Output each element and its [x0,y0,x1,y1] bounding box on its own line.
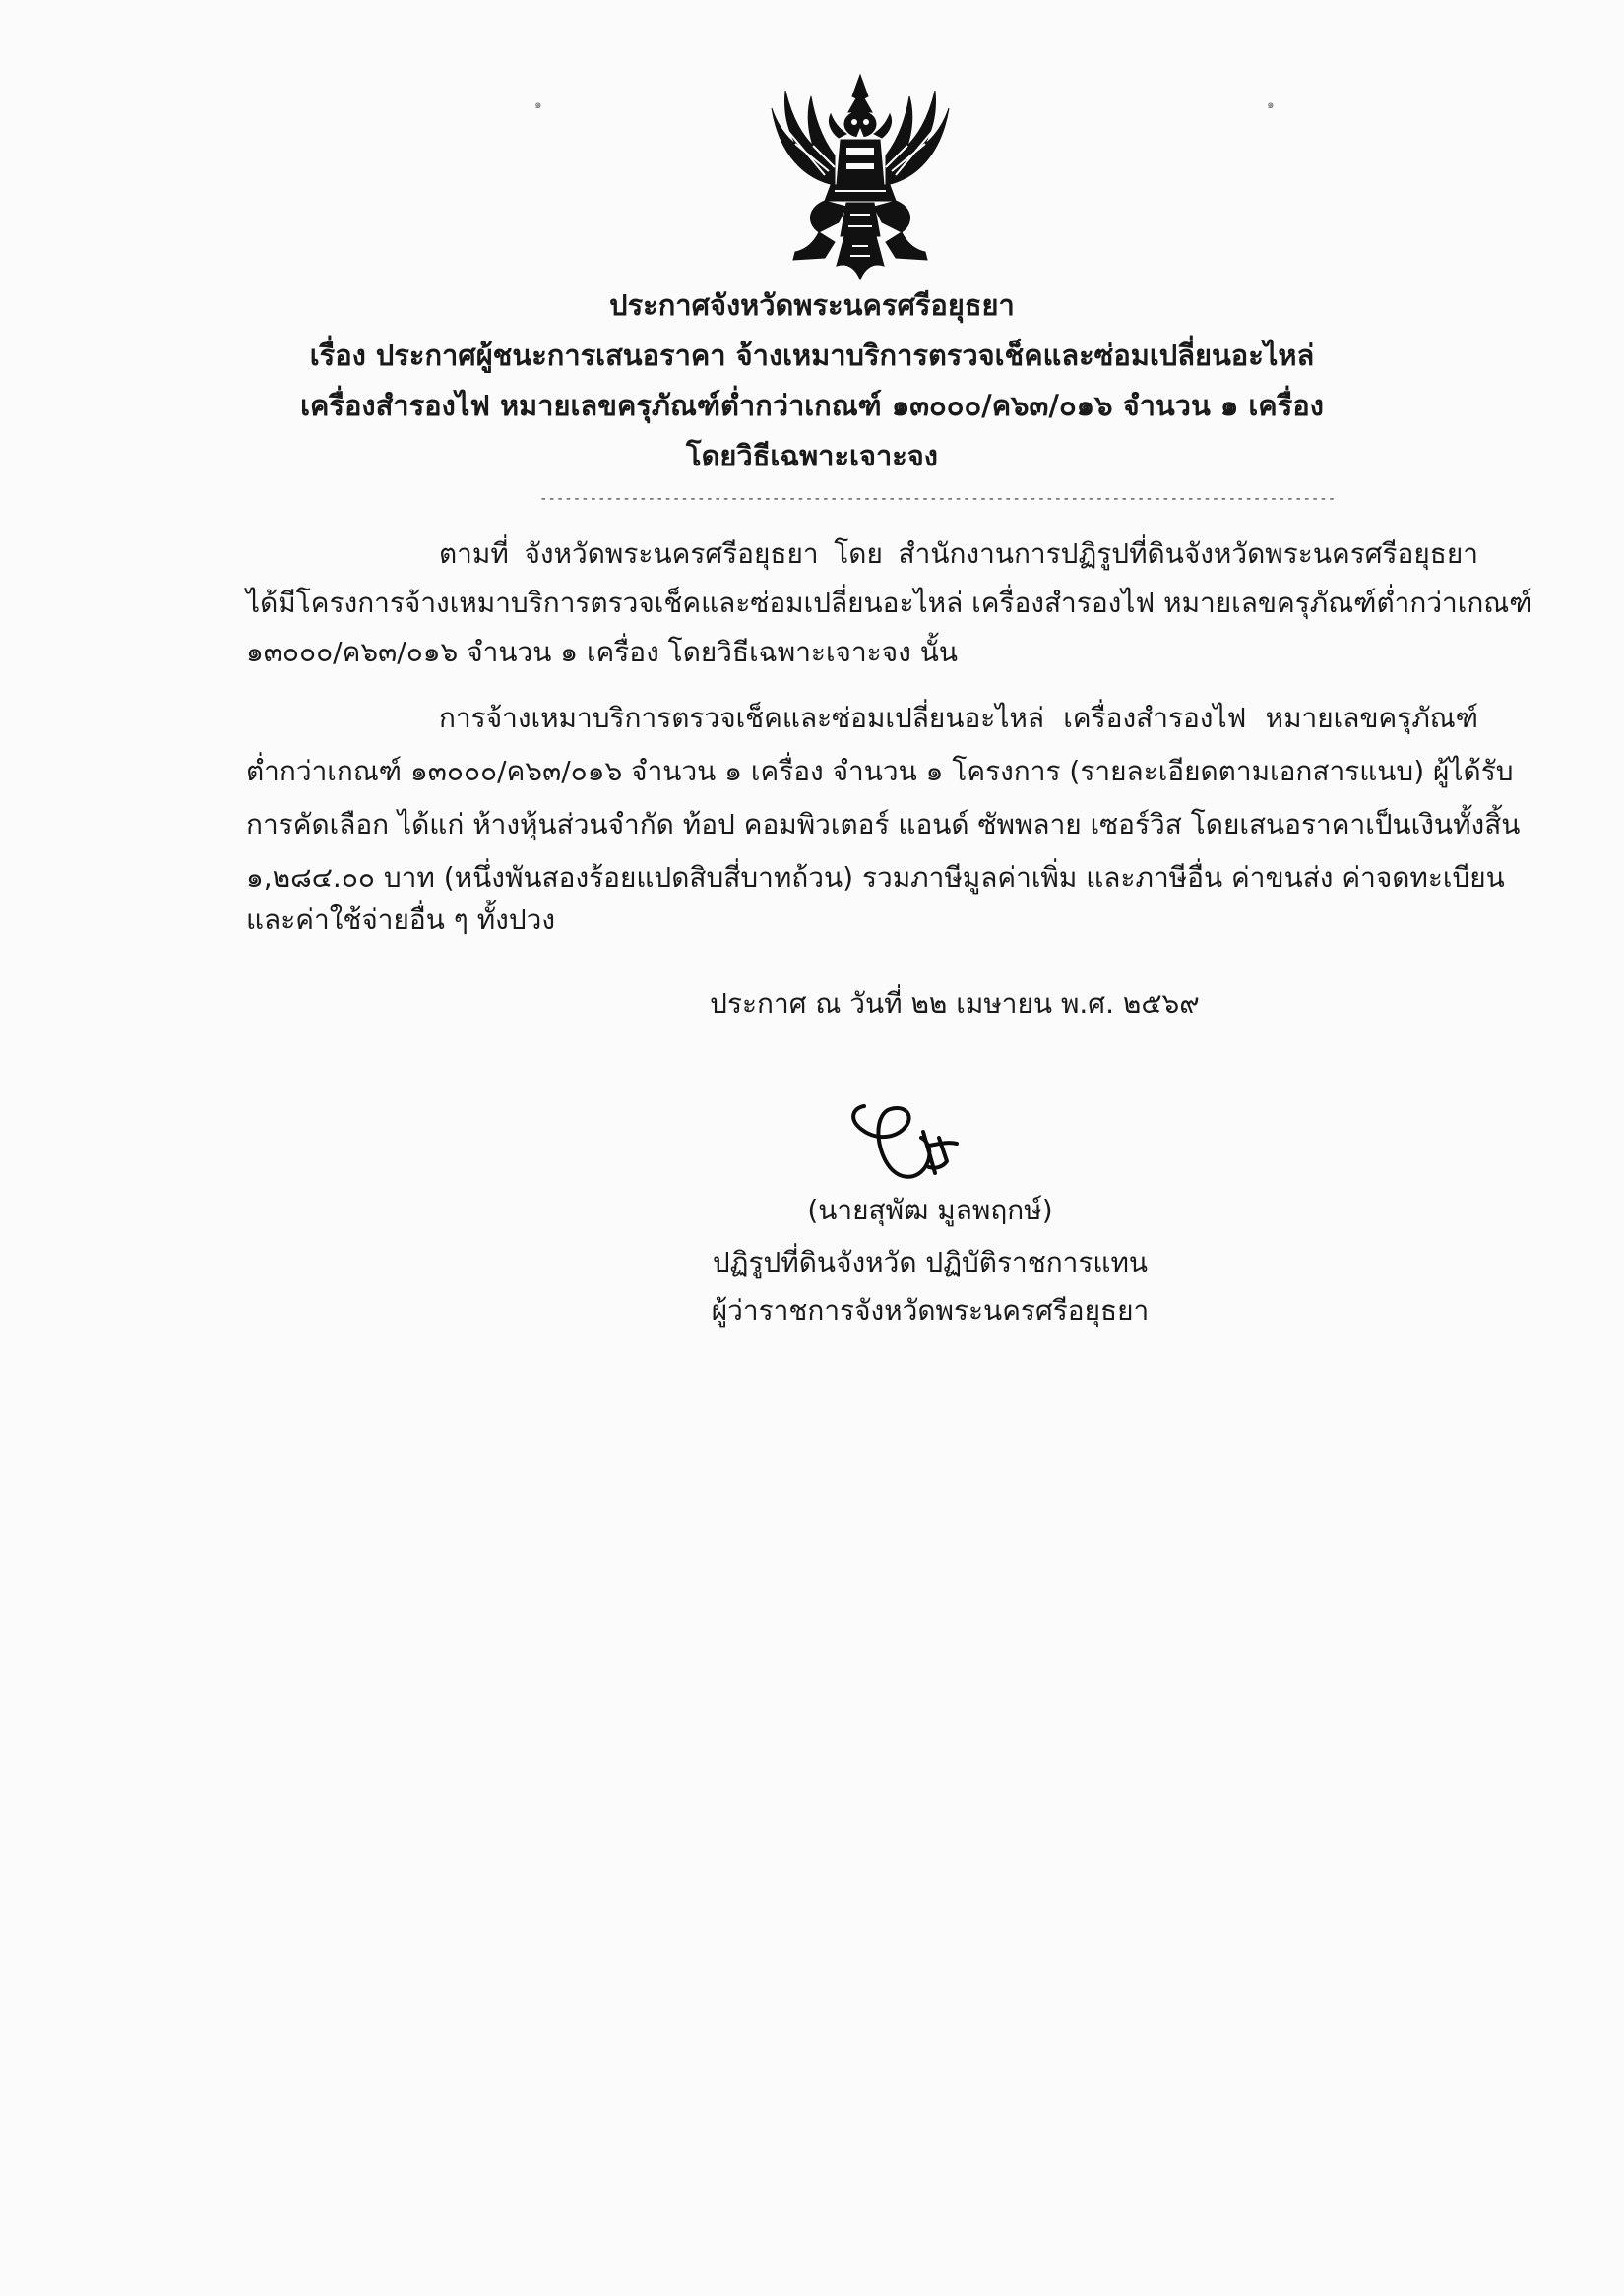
paragraph1-line-2: ได้มีโครงการจ้างเหมาบริการตรวจเช็คและซ่อมเปลี่ยนอะไหล่ เครื่องสำรองไฟ หมายเลขครุภัณฑ์ต่ำกว่าเกณฑ์ [246,587,1532,619]
document-title: ประกาศจังหวัดพระนครศรีอยุธยา [609,288,1015,322]
paragraph1-line-3: ๑๓๐๐๐/ค๖๓/๐๑๖ จำนวน ๑ เครื่อง โดยวิธีเฉพาะเจาะจง นั้น [246,636,958,668]
subject-line-2: เครื่องสำรองไฟ หมายเลขครุภัณฑ์ต่ำกว่าเกณฑ์ ๑๓๐๐๐/ค๖๓/๐๑๖ จำนวน ๑ เครื่อง [300,389,1324,422]
corner-mark-left: ๑ [534,97,542,111]
garuda-emblem-icon [766,69,955,283]
corner-mark-right: ๑ [1267,97,1275,111]
paragraph1-line-1: ตามที่ จังหวัดพระนครศรีอยุธยา โดย สำนักงานการปฏิรูปที่ดินจังหวัดพระนครศรีอยุธยา [439,537,1478,570]
paragraph2-line-2: ต่ำกว่าเกณฑ์ ๑๓๐๐๐/ค๖๓/๐๑๖ จำนวน ๑ เครื่อง จำนวน ๑ โครงการ (รายละเอียดตามเอกสารแนบ) ผู้ได้รับ [246,755,1514,787]
signatory-name: (นายสุพัฒ มูลพฤกษ์) [807,1194,1053,1226]
signatory-position-2: ผู้ว่าราชการจังหวัดพระนครศรีอยุธยา [711,1294,1150,1327]
paragraph2-line-5: และค่าใช้จ่ายอื่น ๆ ทั้งปวง [246,903,556,936]
signatory-position-1: ปฏิรูปที่ดินจังหวัด ปฏิบัติราชการแทน [712,1246,1149,1278]
paragraph2-line-4: ๑,๒๘๔.๐๐ บาท (หนึ่งพันสองร้อยแปดสิบสี่บาทถ้วน) รวมภาษีมูลค่าเพิ่ม และภาษีอื่น ค่าขนส่ง ค่าจดทะเบียน [246,861,1505,894]
subject-line-1: เรื่อง ประกาศผู้ชนะการเสนอราคา จ้างเหมาบริการตรวจเช็คและซ่อมเปลี่ยนอะไหล่ [309,339,1315,372]
announce-date: ประกาศ ณ วันที่ ๒๒ เมษายน พ.ศ. ๒๕๖๙ [710,987,1200,1020]
paragraph2-line-1: การจ้างเหมาบริการตรวจเช็คและซ่อมเปลี่ยนอะไหล่ เครื่องสำรองไฟ หมายเลขครุภัณฑ์ [439,702,1478,734]
signature-icon [844,1098,972,1189]
paragraph2-line-3: การคัดเลือก ได้แก่ ห้างหุ้นส่วนจำกัด ท้อป คอมพิวเตอร์ แอนด์ ซัพพลาย เซอร์วิส โดยเสนอราคาเป็นเงินทั้งสิ้น [246,808,1521,840]
separator-line: ------------------------------------------------------------------------------------------------ [539,491,1337,507]
subject-line-3: โดยวิธีเฉพาะเจาะจง [686,439,938,472]
